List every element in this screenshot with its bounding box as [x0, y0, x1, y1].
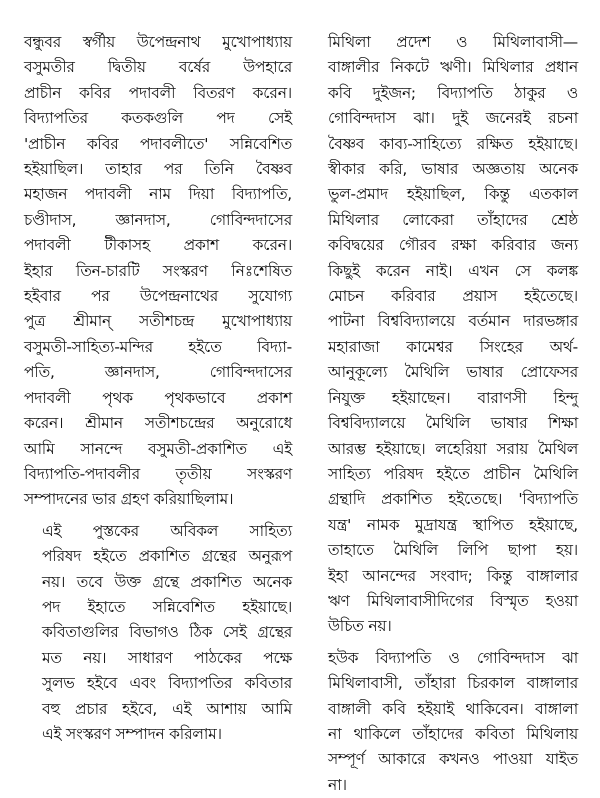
text-line: আনুকূল্যে মৈথিলি ভাষার প্রোফেসর: [328, 363, 578, 382]
text-line: মহারাজা কামেশ্বর সিংহের অর্থ-: [328, 337, 578, 356]
text-line: পদাবলী পৃথক পৃথকভাবে প্রকাশ: [24, 388, 292, 407]
text-line: স্বীকার করি, ভাষার অজ্ঞতায় অনেক: [328, 160, 578, 179]
text-line: কবিতাগুলির বিভাগও ঠিক সেই গ্রন্থের: [42, 623, 292, 642]
text-line: বিদ্যাপতি-পদাবলীর তৃতীয় সংস্করণ: [24, 464, 292, 483]
text-line: পদ ইহাতে সন্নিবেশিত হইয়াছে।: [42, 597, 292, 616]
text-line: মত নয়। সাধারণ পাঠকের পক্ষে: [42, 648, 292, 667]
text-line: কিছুই করেন নাই। এখন সে কলঙ্ক: [328, 261, 578, 280]
text-line: কবি দুইজন; বিদ্যাপতি ঠাকুর ও: [328, 83, 578, 102]
text-line: 'প্রাচীন কবির পদাবলীতে' সন্নিবেশিত: [24, 134, 292, 153]
text-line: নিযুক্ত হইয়াছেন। বারাণসী হিন্দু: [328, 388, 578, 407]
text-line: এই পুস্তকের অবিকল সাহিত্য: [42, 521, 292, 540]
text-line: বসুমতী-সাহিত্য-মন্দির হইতে বিদ্যা-: [24, 337, 292, 356]
text-line: এই সংস্করণ সম্পাদন করিলাম।: [42, 724, 222, 743]
text-line: তাহাতে মৈথিলি লিপি ছাপা হয়।: [328, 541, 578, 560]
text-line: হউক বিদ্যাপতি ও গোবিন্দদাস ঝা: [328, 648, 578, 667]
text-line: পাটনা বিশ্ববিদ্যালয়ে বর্তমান দারভঙ্গার: [328, 312, 578, 331]
text-line: মিথিলা প্রদেশ ও মিথিলাবাসী—: [328, 33, 578, 51]
text-line: ভুল-প্রমাদ হইয়াছিল, কিন্তু এতকাল: [328, 185, 578, 204]
text-line: না।: [328, 775, 347, 794]
text-line: হইয়াছিল। তাহার পর তিনি বৈষ্ণব: [24, 160, 292, 179]
paragraph-bongiya-edition-history: [24, 30, 292, 513]
text-line: না থাকিলে তাঁহাদের কবিতা মিথিলায়: [328, 724, 578, 743]
text-line: গোবিন্দদাস ঝা। দুই জনেরই রচনা: [328, 109, 578, 128]
paragraph-mithila-debt: [310, 30, 578, 640]
text-line: পদাবলী টীকাসহ প্রকাশ করেন।: [24, 236, 292, 255]
text-line: মিথিলাবাসী, তাঁহারা চিরকাল বাঙ্গালার: [328, 674, 578, 693]
text-line: বন্ধুবর স্বর্গীয় উপেন্দ্রনাথ মুখোপাধ্যায়: [24, 33, 292, 51]
text-line: মোচন করিবার প্রয়াস হইতেছে।: [328, 287, 578, 306]
text-line: হইবার পর উপেন্দ্রনাথের সুযোগ্য: [24, 287, 292, 306]
right-column: [310, 30, 578, 794]
text-line: কবিদ্বয়ের গৌরব রক্ষা করিবার জন্য: [328, 236, 578, 255]
text-line: বাঙ্গালী কবি হইয়াই থাকিবেন। বাঙ্গালা: [328, 699, 578, 718]
text-line: ঋণ মিথিলাবাসীদিগের বিস্মৃত হওয়া: [328, 591, 578, 610]
text-line: চণ্ডীদাস, জ্ঞানদাস, গোবিন্দদাসের: [24, 210, 292, 229]
text-line: পতি, জ্ঞানদাস, গোবিন্দদাসের: [24, 363, 292, 382]
document-page: [24, 30, 578, 794]
text-line: বাঙ্গালীর নিকটে ঋণী। মিথিলার প্রধান: [328, 58, 578, 77]
text-line: পুত্র শ্রীমান্ সতীশচন্দ্র মুখোপাধ্যায়: [24, 312, 292, 331]
text-line: গ্রন্থাদি প্রকাশিত হইতেছে। 'বিদ্যাপতি: [328, 490, 578, 509]
text-line: যন্ত্র' নামক মুদ্রাযন্ত্র স্থাপিত হইয়াছে,: [328, 515, 578, 534]
paragraph-bengali-poets: [310, 646, 578, 798]
text-line: আমি সানন্দে বসুমতী-প্রকাশিত এই: [24, 439, 292, 458]
text-line: প্রাচীন কবির পদাবলী বিতরণ করেন।: [24, 83, 292, 102]
text-line: মিথিলার লোকেরা তাঁহাদের শ্রেষ্ঠ: [328, 210, 578, 229]
text-line: ইহার তিন-চারটি সংস্করণ নিঃশেষিত: [24, 261, 292, 280]
paragraph-edition-purpose: [24, 519, 292, 748]
text-line: সুলভ হইবে এবং বিদ্যাপতির কবিতার: [42, 674, 292, 693]
text-line: সম্পাদনের ভার গ্রহণ করিয়াছিলাম।: [24, 490, 234, 509]
text-line: মহাজন পদাবলী নাম দিয়া বিদ্যাপতি,: [24, 185, 292, 204]
text-line: বৈষ্ণব কাব্য-সাহিত্যে রক্ষিত হইয়াছে।: [328, 134, 578, 153]
text-line: উচিত নয়।: [328, 617, 392, 636]
text-line: ইহা আনন্দের সংবাদ; কিন্তু বাঙ্গালার: [328, 566, 578, 585]
text-line: সম্পূর্ণ আকারে কখনও পাওয়া যাইত: [328, 750, 578, 769]
left-column: [24, 30, 292, 770]
text-line: সাহিত্য পরিষদ হইতে প্রাচীন মৈথিলি: [328, 464, 578, 483]
text-line: নয়। তবে উক্ত গ্রন্থে প্রকাশিত অনেক: [42, 572, 292, 591]
text-line: বিশ্ববিদ্যালয়ে মৈথিলি ভাষার শিক্ষা: [328, 414, 578, 433]
text-line: বসুমতীর দ্বিতীয় বর্ষের উপহারে: [24, 58, 292, 77]
text-line: করেন। শ্রীমান সতীশচন্দ্রের অনুরোধে: [24, 414, 292, 433]
text-line: বিদ্যাপতির কতকগুলি পদ সেই: [24, 109, 292, 128]
text-line: পরিষদ হইতে প্রকাশিত গ্রন্থের অনুরূপ: [42, 547, 292, 566]
text-line: আরম্ভ হইয়াছে। লহেরিয়া সরায় মৈথিল: [328, 439, 578, 458]
text-line: বহু প্রচার হইবে, এই আশায় আমি: [42, 699, 292, 718]
